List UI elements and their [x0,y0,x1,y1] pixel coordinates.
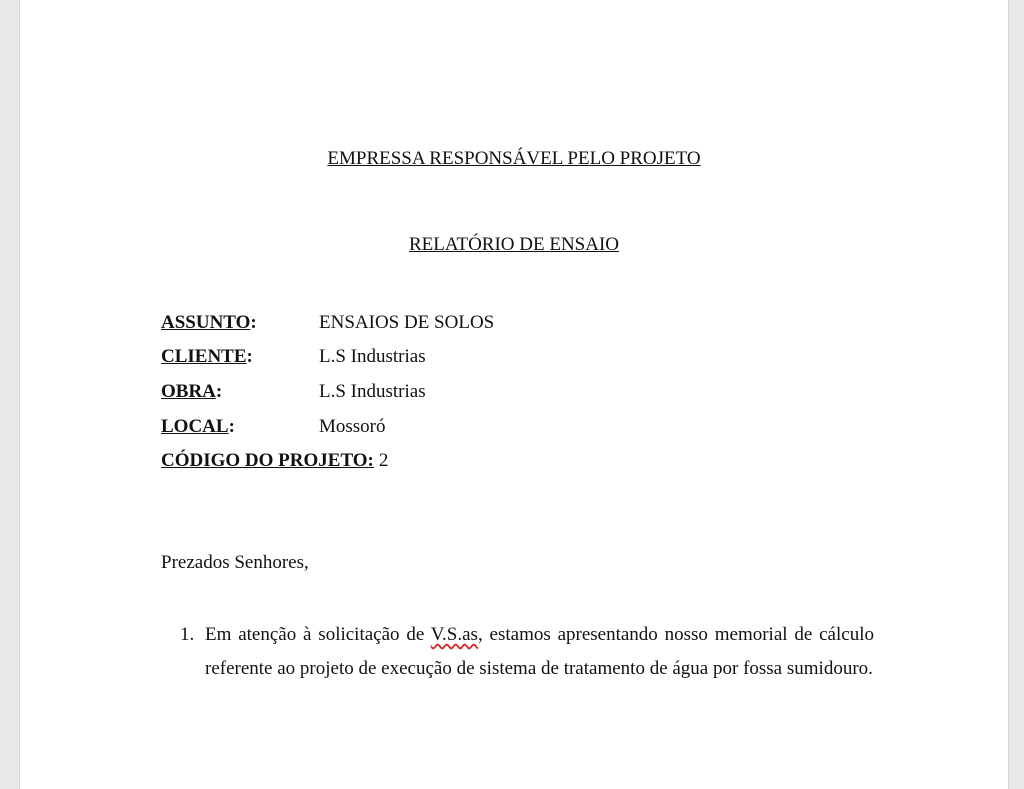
field-codigo-label: CÓDIGO DO PROJETO: [161,450,374,471]
field-codigo [161,447,388,475]
field-assunto-label: ASSUNTO: [161,312,257,333]
field-obra [161,378,426,406]
report-heading: RELATÓRIO DE ENSAIO [408,234,620,255]
greeting-text: Prezados Senhores, [161,552,309,573]
numbered-list [180,618,874,686]
field-assunto-value: ENSAIOS DE SOLOS [319,312,495,333]
field-codigo-value: 2 [378,450,389,471]
company-heading: EMPRESSA RESPONSÁVEL PELO PROJETO [327,148,701,169]
field-cliente-value: L.S Industrias [319,346,426,367]
list-item-number: 1. [180,624,195,645]
field-local [161,413,386,441]
field-local-value: Mossoró [319,416,386,437]
field-cliente [161,343,426,371]
document-page[interactable] [19,0,1009,789]
field-cliente-label: CLIENTE: [161,346,253,367]
list-item-text: Em atenção à solicitação de V.S.as, estamos apresentando nosso memorial de cálculo referente ao projeto de execução de sistema de tratamento de água por fossa sumidouro. [205,624,874,679]
field-local-label: LOCAL: [161,416,235,437]
field-assunto [161,309,494,337]
field-obra-label: OBRA: [161,381,223,402]
spellcheck-flagged-word[interactable]: V.S.as [430,624,478,645]
field-obra-value: L.S Industrias [319,381,426,402]
